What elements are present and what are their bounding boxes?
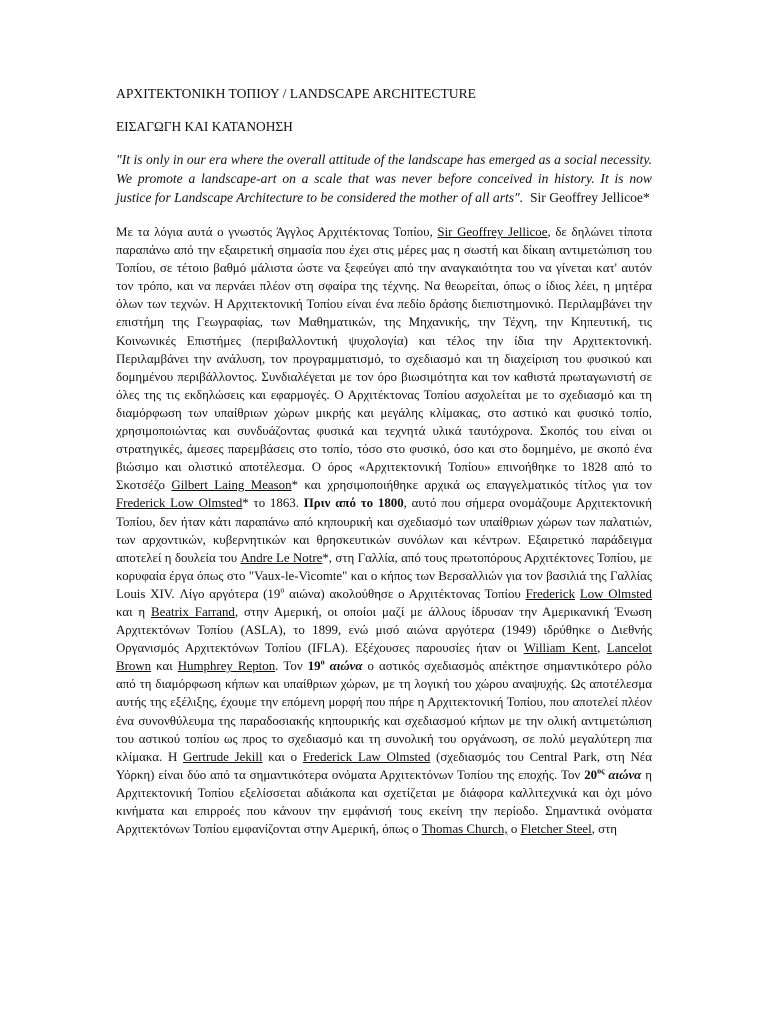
person-low-olmsted: Low Olmsted bbox=[579, 586, 652, 601]
emphasis-20th: 20 bbox=[584, 767, 598, 782]
superscript: ο bbox=[280, 585, 285, 595]
person-frederick: Frederick bbox=[525, 586, 576, 601]
body-text: . Τον bbox=[275, 659, 308, 674]
person-steel: Fletcher Steel bbox=[520, 822, 592, 837]
document-subtitle: ΕΙΣΑΓΩΓΗ ΚΑΙ ΚΑΤΑΝΟΗΣΗ bbox=[116, 119, 293, 134]
body-text: (σχεδιασμός του Central Park, στη Νέα Υόρκη) είναι δύο από τα σημαντικότερα ονόματα Αρχιτεκτόνων Τοπίου της εποχής. Τον bbox=[116, 749, 652, 782]
epigraph-quote bbox=[116, 150, 652, 207]
quote-author: Sir Geoffrey Jellicoe* bbox=[529, 190, 650, 205]
body-text: , στην Αμερική, οι οποίοι μαζί με άλλους ίδρυσαν την Αμερικανική Ένωση Αρχιτεκτόνων Τοπίου (ASLA), το 1899, ενώ μισό αιώνα αργότερα (1949) ιδρύθηκε ο Διεθνής Οργανισμός Αρχιτεκτόνων Τοπίου (IFLA). Εξέχουσες παρουσίες ήταν οι bbox=[116, 604, 652, 656]
person-repton: Humphrey Repton bbox=[177, 659, 276, 674]
document-page bbox=[116, 84, 652, 838]
person-church: Thomas Church, bbox=[421, 822, 508, 837]
emphasis-19th: 19 bbox=[307, 659, 321, 674]
body-text: ο bbox=[507, 822, 521, 837]
body-text: , bbox=[597, 641, 607, 656]
body-text: * και χρησιμοποιήθηκε αρχικά ως επαγγελματικός τίτλος για τον bbox=[291, 478, 652, 493]
emphasis-before-1800: Πριν από το 1800 bbox=[303, 496, 404, 511]
person-meason: Gilbert Laing Meason bbox=[171, 478, 292, 493]
body-text: και η bbox=[116, 604, 152, 619]
body-paragraph bbox=[116, 223, 652, 838]
body-text: Με τα λόγια αυτά ο γνωστός Άγγλος Αρχιτέκτονας Τοπίου, bbox=[116, 225, 438, 239]
person-jekill: Gertrude Jekill bbox=[183, 749, 263, 764]
body-text: ο αστικός σχεδιασμός απέκτησε σημαντικότερο ρόλο από τη διαμόρφωση κήπων και υπαίθριων χώρων, με τη λογική του χώρου αναψυχής. Ως αποτέλεσμα αυτής της εξέλιξης, έχουμε την επόμενη μορφή που πήρε η Αρχιτεκτονική Τοπίου, που αποτελεί πλέον ένα συνονθύλευμα της παραδοσιακής κηπουρικής και σχεδιασμού κήπων με την ολική αντιμετώπιση του αστικού τοπίου ως προς το σχεδιασμό και τη συνολική του οργάνωση, σε πολύ μεγαλύτερη πια κλίμακα. Η bbox=[116, 659, 652, 764]
person-olmsted: Frederick Low Olmsted bbox=[116, 496, 243, 511]
superscript: ος bbox=[597, 766, 605, 776]
superscript: ο bbox=[320, 657, 325, 667]
body-text: , αυτό που σήμερα ονομάζουμε Αρχιτεκτονική Τοπίου, δεν ήταν κάτι παραπάνω από κηπουρική και σχεδιασμό των υπαίθριων χώρων των παλατιών, των αρχοντικών, κυβερνητικών και θρησκευτικών συνόλων και κέντρων. Εξαιρετικό παράδειγμα αποτελεί η δουλεία του bbox=[116, 496, 652, 565]
quote-text: "It is only in our era where the overall attitude of the landscape has emerged as a social necessity. We promote a landscape-art on a scale that was never before conceived in history. It is now justice for Landscape Architecture to be considered the mother of all arts". bbox=[116, 152, 652, 205]
body-text: και ο bbox=[262, 749, 303, 764]
emphasis-century: αιώνα bbox=[604, 767, 642, 782]
body-text: η Αρχιτεκτονική Τοπίου εξελίσσεται αδιάκοπα και σχετίζεται με διάφορα καλλιτεχνικά και όχι μόνο κινήματα και επιρροές που κάνουν την εμφάνισή τους εκείνη την περίοδο. Σημαντικά ονόματα Αρχιτεκτόνων Τοπίου εμφανίζονται στην Αμερική, όπως ο bbox=[116, 767, 652, 837]
body-text: αιώνα) ακολούθησε ο Αρχιτέκτονας Τοπίου bbox=[284, 586, 526, 601]
document-title: ΑΡΧΙΤΕΚΤΟΝΙΚΗ ΤΟΠΙΟΥ / LANDSCAPE ARCHITECTURE bbox=[116, 86, 476, 101]
person-kent: William Kent bbox=[523, 641, 598, 656]
body-text: , στη bbox=[591, 822, 618, 837]
person-jellicoe: Sir Geoffrey Jellicoe bbox=[437, 225, 548, 239]
person-le-notre: Andre Le Notre bbox=[240, 550, 323, 565]
person-brown: Lancelot Brown bbox=[116, 641, 652, 674]
body-text: * το 1863. bbox=[242, 496, 304, 511]
body-text: , δε δηλώνει τίποτα παραπάνω από την εξαιρετική σημασία που έχει στις μέρες μας η σωστή και δίκαιη αντιμετώπιση του Τοπίου, σε τέτοιο βαθμό μάλιστα ώστε να ξεφεύγει από την αναγκαιότητα του να γίνεται κατ' αυτόν τον τρόπο, και να περνάει πλέον στη σφαίρα της τέχνης. Να θεωρείται, όπως ο ίδιος λέει, η μητέρα όλων των τεχνών. Η Αρχιτεκτονική Τοπίου είναι ένα πεδίο δράσης διεπιστημονικό. Περιλαμβάνει την επιστήμη της Γεωγραφίας, των Μαθηματικών, της Μηχανικής, την Τέχνη, την Κηπευτική, τις Κοινωνικές Επιστήμες (περιβαλλοντική ψυχολογία) και τέλος την ίδια την Αρχιτεκτονική. Περιλαμβάνει την ανάλυση, τον προγραμματισμό, το σχεδιασμό και τη διαχείριση του φυσικού και δομημένου περιβάλλοντος. Συνδιαλέγεται με τον όρο βιωσιμότητα και τον καθιστά πρωταγωνιστή σε όλες της τις εκδηλώσεις και εφαρμογές. Ο Αρχιτέκτονας Τοπίου ασχολείται με το σχεδιασμό και τη διαμόρφωση των υπαίθριων χώρων μικρής και μεγάλης κλίμακας, στο αστικό και φυσικό τοπίο, χρησιμοποιώντας και συνδυάζοντας φυσικά και τεχνητά υλικά ταυτόχρονα. Σκοπός του είναι οι στρατηγικές, άμεσες παρεμβάσεις στο τοπίο, τόσο στο φυσικό, όσο και στο δομημένο, με σκοπό ένα βιώσιμο και ολιστικό αποτέλεσμα. Ο όρος «Αρχιτεκτονική Τοπίου» επινοήθηκε το 1828 από το Σκοτσέζο bbox=[116, 225, 652, 493]
body-text: *, στη Γαλλία, από τους πρωτοπόρους Αρχιτέκτονες Τοπίου, με κορυφαία έργα όπως στο "Vaux-le-Vicomte" και ο κήπος των Βερσαλλιών για τον βασιλιά της Γαλλίας Louis XIV. Λίγο αργότερα (19 bbox=[116, 550, 653, 601]
person-farrand: Beatrix Farrand bbox=[151, 604, 235, 619]
body-text: και bbox=[151, 659, 178, 674]
emphasis-century: αιώνα bbox=[324, 659, 363, 674]
person-law-olmsted: Frederick Law Olmsted bbox=[302, 749, 431, 764]
